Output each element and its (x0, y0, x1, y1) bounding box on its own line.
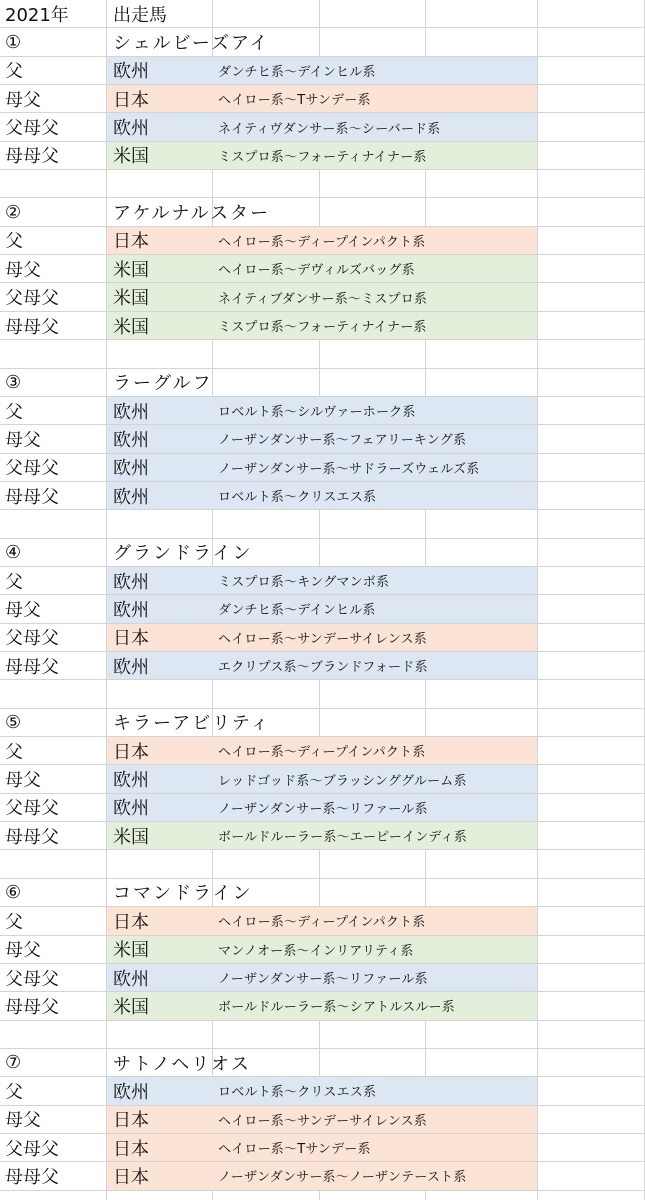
pedigree-row (0, 907, 645, 935)
role-cell[interactable]: 母母父 (5, 486, 59, 508)
region-cell[interactable]: 欧州 (113, 61, 149, 83)
sire-line-cell[interactable]: エクリプス系〜ブランドフォード系 (218, 660, 428, 676)
sire-line-cell[interactable]: ロベルト系〜クリスエス系 (218, 1085, 377, 1101)
sire-line-cell[interactable]: ヘイロー系〜Tサンデー系 (218, 93, 371, 109)
region-cell[interactable]: 米国 (113, 826, 149, 848)
horse-number-cell[interactable]: ② (5, 201, 22, 223)
sire-line-cell[interactable]: ヘイロー系〜デヴィルズバッグ系 (218, 263, 415, 279)
horse-number-cell[interactable]: ④ (5, 541, 22, 563)
spacer-row (0, 510, 645, 538)
horse-name-cell[interactable]: コマンドライン (113, 883, 253, 905)
role-cell[interactable]: 父 (5, 231, 23, 253)
pedigree-row (0, 1106, 645, 1134)
spacer-row (0, 850, 645, 878)
pedigree-row (0, 595, 645, 623)
region-cell[interactable]: 日本 (113, 231, 149, 253)
sire-line-cell[interactable]: ロベルト系〜クリスエス系 (218, 490, 377, 506)
horse-name-cell[interactable]: シェルビーズアイ (113, 33, 270, 55)
pedigree-row (0, 227, 645, 255)
pedigree-row (0, 312, 645, 340)
role-cell[interactable]: 母母父 (5, 996, 59, 1018)
sire-line-cell[interactable]: マンノオー系〜インリアリティ系 (218, 943, 414, 959)
region-cell[interactable]: 欧州 (113, 401, 149, 423)
region-cell[interactable]: 日本 (113, 628, 149, 650)
sire-line-cell[interactable]: ヘイロー系〜ディープインパクト系 (218, 915, 426, 931)
spacer-row (0, 1021, 645, 1049)
horse-name-cell[interactable]: グランドライン (113, 543, 253, 565)
sire-line-cell[interactable]: ヘイロー系〜ディープインパクト系 (218, 234, 426, 250)
horse-number-cell[interactable]: ⑥ (5, 881, 22, 903)
role-cell[interactable]: 父母父 (5, 628, 59, 650)
pedigree-row (0, 482, 645, 510)
pedigree-row (0, 113, 645, 141)
region-cell[interactable]: 日本 (113, 741, 149, 763)
sire-line-cell[interactable]: ノーザンダンサー系〜ノーザンテースト系 (218, 1170, 467, 1186)
sire-line-cell[interactable]: ヘイロー系〜サンデーサイレンス系 (218, 631, 427, 647)
role-cell[interactable]: 父母父 (5, 1138, 59, 1160)
role-cell[interactable]: 父母父 (5, 288, 59, 310)
sire-line-cell[interactable]: ノーザンダンサー系〜リファール系 (218, 801, 428, 817)
role-cell[interactable]: 母母父 (5, 1166, 59, 1188)
pedigree-row (0, 1134, 645, 1162)
role-cell[interactable]: 父母父 (5, 798, 59, 820)
region-cell[interactable]: 米国 (113, 996, 149, 1018)
pedigree-row (0, 794, 645, 822)
sire-line-cell[interactable]: ヘイロー系〜ディープインパクト系 (218, 745, 426, 761)
sire-line-cell[interactable]: ロベルト系〜シルヴァーホーク系 (218, 405, 416, 421)
spacer-row (0, 680, 645, 708)
header-row (0, 0, 645, 28)
region-cell[interactable]: 欧州 (113, 770, 149, 792)
role-cell[interactable]: 父 (5, 911, 23, 933)
region-cell[interactable]: 欧州 (113, 486, 149, 508)
horse-title-row (0, 709, 645, 737)
role-cell[interactable]: 母父 (5, 599, 41, 621)
role-cell[interactable]: 母父 (5, 940, 41, 962)
region-cell[interactable]: 欧州 (113, 599, 149, 621)
sire-line-cell[interactable]: ネイティヴダンサー系〜シーバード系 (218, 121, 441, 137)
role-cell[interactable]: 父母父 (5, 458, 59, 480)
role-cell[interactable]: 母父 (5, 259, 41, 281)
horse-title-row (0, 369, 645, 397)
role-cell[interactable]: 母父 (5, 89, 41, 111)
region-cell[interactable]: 日本 (113, 1110, 149, 1132)
sire-line-cell[interactable]: ボールドルーラー系〜シアトルスルー系 (218, 1000, 455, 1016)
pedigree-row (0, 454, 645, 482)
sire-line-cell[interactable]: ノーザンダンサー系〜サドラーズウェルズ系 (218, 461, 480, 477)
horse-title-row (0, 539, 645, 567)
year-cell[interactable]: 2021年 (5, 4, 69, 26)
pedigree-row (0, 765, 645, 793)
role-cell[interactable]: 母母父 (5, 826, 59, 848)
role-cell[interactable]: 母母父 (5, 146, 59, 168)
sire-line-cell[interactable]: ヘイロー系〜サンデーサイレンス系 (218, 1113, 427, 1129)
role-cell[interactable]: 父 (5, 401, 23, 423)
column-label-cell[interactable]: 出走馬 (113, 4, 167, 26)
role-cell[interactable]: 父 (5, 61, 23, 83)
horse-title-row (0, 879, 645, 907)
sire-line-cell[interactable]: ノーザンダンサー系〜フェアリーキング系 (218, 433, 467, 449)
sire-line-cell[interactable]: レッドゴッド系〜ブラッシンググルーム系 (218, 773, 467, 789)
region-cell[interactable]: 日本 (113, 911, 149, 933)
role-cell[interactable]: 母父 (5, 770, 41, 792)
role-cell[interactable]: 父母父 (5, 118, 59, 140)
pedigree-row (0, 255, 645, 283)
pedigree-row (0, 964, 645, 992)
sire-line-cell[interactable]: ダンチヒ系〜デインヒル系 (218, 603, 376, 619)
pedigree-row (0, 936, 645, 964)
horse-name-cell[interactable]: サトノヘリオス (113, 1053, 251, 1075)
pedigree-row (0, 624, 645, 652)
horse-number-cell[interactable]: ⑤ (5, 711, 22, 733)
pedigree-row (0, 85, 645, 113)
sire-line-cell[interactable]: ミスプロ系〜キングマンボ系 (218, 575, 390, 591)
region-cell[interactable]: 米国 (113, 940, 149, 962)
pedigree-row (0, 57, 645, 85)
role-cell[interactable]: 父母父 (5, 968, 59, 990)
horse-title-row (0, 198, 645, 226)
pedigree-row (0, 283, 645, 311)
region-cell[interactable]: 欧州 (113, 118, 149, 140)
horse-number-cell[interactable]: ① (5, 31, 22, 53)
sire-line-cell[interactable]: ヘイロー系〜Tサンデー系 (218, 1142, 371, 1158)
horse-number-cell[interactable]: ③ (5, 371, 22, 393)
pedigree-row (0, 737, 645, 765)
region-cell[interactable]: 米国 (113, 259, 149, 281)
region-cell[interactable]: 米国 (113, 316, 149, 338)
sire-line-cell[interactable]: ボールドルーラー系〜エーピーインディ系 (218, 830, 467, 846)
horse-name-cell[interactable]: アケルナルスター (113, 203, 271, 225)
spacer-row (0, 340, 645, 368)
horse-name-cell[interactable]: ラーグルフ (113, 373, 213, 395)
region-cell[interactable]: 欧州 (113, 458, 149, 480)
region-cell[interactable]: 日本 (113, 1166, 149, 1188)
pedigree-row (0, 567, 645, 595)
role-cell[interactable]: 母父 (5, 1110, 41, 1132)
pedigree-row (0, 1077, 645, 1105)
role-cell[interactable]: 母父 (5, 429, 41, 451)
horse-title-row (0, 28, 645, 56)
pedigree-row (0, 652, 645, 680)
role-cell[interactable]: 母母父 (5, 316, 59, 338)
horse-name-cell[interactable]: キラーアビリティ (113, 713, 271, 735)
pedigree-row (0, 425, 645, 453)
region-cell[interactable]: 欧州 (113, 429, 149, 451)
sire-line-cell[interactable]: ノーザンダンサー系〜リファール系 (218, 972, 428, 988)
region-cell[interactable]: 欧州 (113, 968, 149, 990)
region-cell[interactable]: 欧州 (113, 656, 149, 678)
region-cell[interactable]: 欧州 (113, 798, 149, 820)
sire-line-cell[interactable]: ミスプロ系〜フォーティナイナー系 (218, 320, 427, 335)
pedigree-row (0, 822, 645, 850)
spacer-row (0, 170, 645, 198)
horse-title-row (0, 1049, 645, 1077)
role-cell[interactable]: 父 (5, 1081, 23, 1103)
region-cell[interactable]: 欧州 (113, 571, 149, 593)
role-cell[interactable]: 父 (5, 741, 23, 763)
role-cell[interactable]: 母母父 (5, 656, 59, 678)
horse-number-cell[interactable]: ⑦ (5, 1052, 22, 1074)
region-cell[interactable]: 日本 (113, 89, 149, 111)
region-cell[interactable]: 米国 (113, 288, 149, 310)
pedigree-row (0, 992, 645, 1020)
region-cell[interactable]: 欧州 (113, 1081, 149, 1103)
sire-line-cell[interactable]: ネイティブダンサー系〜ミスプロ系 (218, 291, 428, 307)
region-cell[interactable]: 日本 (113, 1138, 149, 1160)
pedigree-row (0, 142, 645, 170)
pedigree-row (0, 397, 645, 425)
pedigree-row (0, 1162, 645, 1190)
region-cell[interactable]: 米国 (113, 146, 149, 168)
role-cell[interactable]: 父 (5, 571, 23, 593)
sire-line-cell[interactable]: ミスプロ系〜フォーティナイナー系 (218, 149, 427, 165)
sire-line-cell[interactable]: ダンチヒ系〜デインヒル系 (218, 64, 376, 80)
